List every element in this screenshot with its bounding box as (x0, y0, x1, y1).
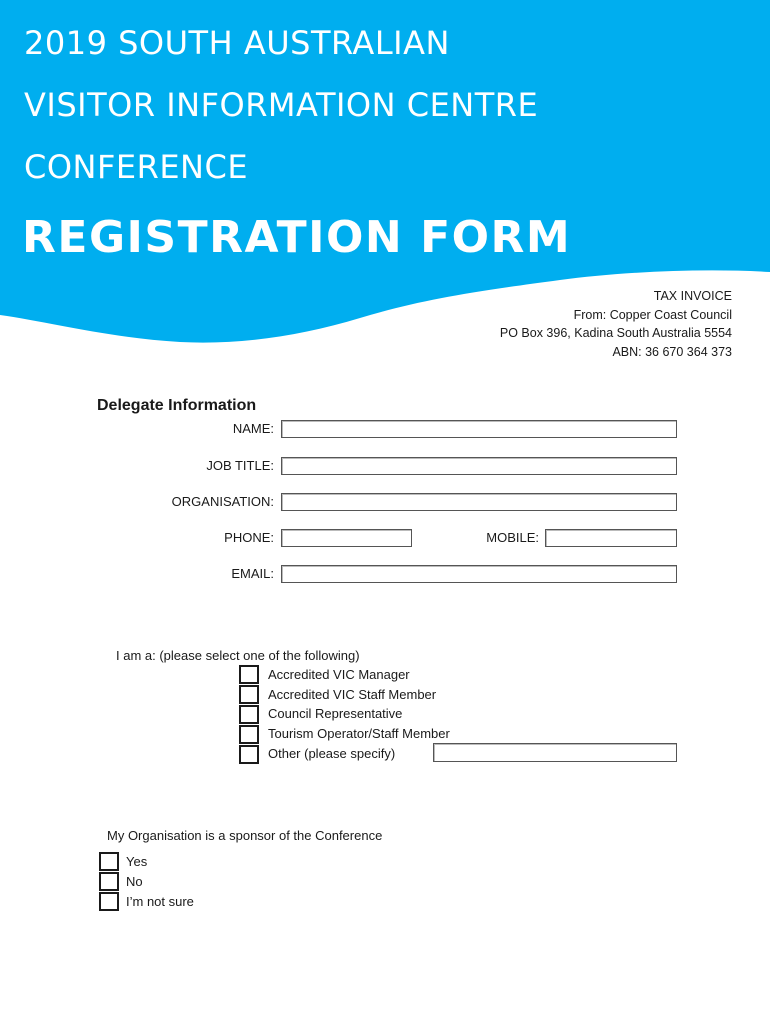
role-checkbox-vic-staff[interactable] (239, 685, 259, 704)
role-checkbox-council[interactable] (239, 705, 259, 724)
role-checkbox-tourism-operator[interactable] (239, 725, 259, 744)
role-prompt: I am a: (please select one of the following) (116, 648, 360, 663)
name-field[interactable] (281, 420, 677, 438)
organisation-field[interactable] (281, 493, 677, 511)
role-option-label: Council Representative (268, 706, 403, 721)
role-checkbox-other[interactable] (239, 745, 259, 764)
tax-invoice-label: TAX INVOICE (653, 289, 732, 303)
role-option-label: Accredited VIC Staff Member (268, 687, 437, 702)
sponsor-option-label: No (126, 874, 143, 889)
sponsor-checkbox-not-sure[interactable] (99, 892, 119, 911)
sponsor-prompt: My Organisation is a sponsor of the Conference (107, 828, 383, 843)
other-specify-field[interactable] (433, 743, 677, 762)
organisation-label: ORGANISATION: (171, 494, 274, 509)
sponsor-option-label: I’m not sure (126, 894, 194, 909)
sponsor-checkbox-yes[interactable] (99, 852, 119, 871)
invoice-abn: ABN: 36 670 364 373 (612, 344, 732, 359)
email-label: EMAIL: (231, 566, 274, 581)
job-title-label: JOB TITLE: (206, 458, 274, 473)
name-label: NAME: (232, 421, 274, 436)
role-option-label: Accredited VIC Manager (268, 667, 410, 682)
phone-label: PHONE: (224, 530, 274, 545)
tax-invoice-block (500, 287, 732, 361)
sponsor-option-label: Yes (126, 854, 148, 869)
invoice-from: From: Copper Coast Council (573, 307, 732, 322)
header-title-line-1: 2019 SOUTH AUSTRALIAN (24, 24, 450, 62)
mobile-label: MOBILE: (486, 530, 539, 545)
delegate-section-heading: Delegate Information (97, 397, 257, 414)
header-title-line-3: CONFERENCE (24, 148, 249, 186)
form-main-title: REGISTRATION FORM (22, 212, 572, 263)
job-title-field[interactable] (281, 457, 677, 475)
role-option-label: Other (please specify) (268, 746, 396, 761)
invoice-address: PO Box 396, Kadina South Australia 5554 (499, 326, 732, 340)
role-option-label: Tourism Operator/Staff Member (268, 726, 450, 741)
role-checkbox-vic-manager[interactable] (239, 665, 259, 684)
email-field[interactable] (281, 565, 677, 583)
phone-field[interactable] (281, 529, 412, 547)
sponsor-checkbox-no[interactable] (99, 872, 119, 891)
mobile-field[interactable] (545, 529, 677, 547)
header-title-line-2: VISITOR INFORMATION CENTRE (24, 86, 539, 124)
